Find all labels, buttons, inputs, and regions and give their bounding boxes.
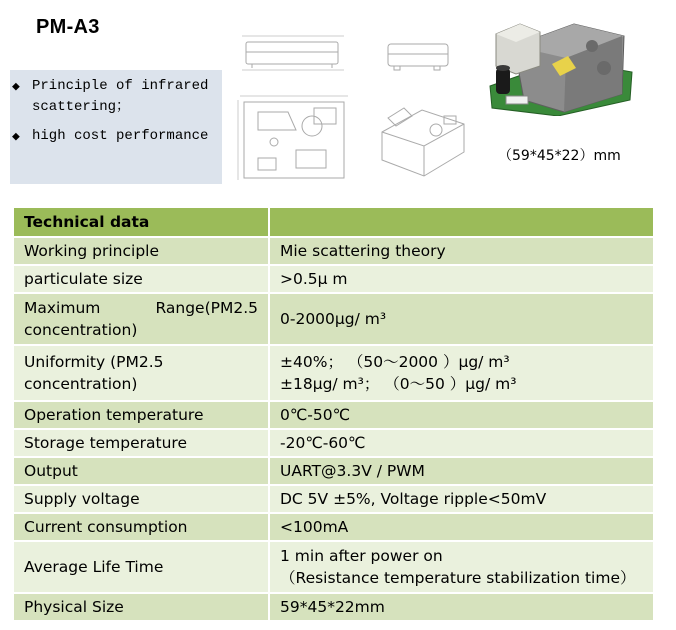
diamond-bullet-icon: ◆ xyxy=(12,129,20,144)
table-header-row xyxy=(13,207,654,237)
spec-key: particulate size xyxy=(13,265,269,293)
table-row xyxy=(13,265,654,293)
table-row xyxy=(13,593,654,621)
photo-size-caption: （59*45*22）mm xyxy=(498,148,621,164)
spec-value-line: （Resistance temperature stabilization time） xyxy=(280,569,636,587)
spec-key: Current consumption xyxy=(13,513,269,541)
product-photo xyxy=(484,16,634,116)
spec-value: 0℃-50℃ xyxy=(269,401,654,429)
spec-key: Average Life Time xyxy=(13,541,269,593)
spec-key: Working principle xyxy=(13,237,269,265)
table-row xyxy=(13,541,654,593)
spec-value xyxy=(269,345,654,401)
side-view-drawing xyxy=(242,36,344,70)
spec-value: <100mA xyxy=(269,513,654,541)
feature-item xyxy=(10,76,222,118)
table-row xyxy=(13,345,654,401)
spec-value: UART@3.3V / PWM xyxy=(269,457,654,485)
spec-value: -20℃-60℃ xyxy=(269,429,654,457)
top-view-drawing xyxy=(238,96,348,180)
spec-key: Operation temperature xyxy=(13,401,269,429)
feature-text: high cost performance xyxy=(32,128,209,144)
table-row xyxy=(13,457,654,485)
spec-key: Output xyxy=(13,457,269,485)
isometric-drawing xyxy=(382,108,464,176)
table-row xyxy=(13,513,654,541)
table-header-cell: Technical data xyxy=(13,207,269,237)
spec-key: Uniformity (PM2.5 concentration) xyxy=(13,345,269,401)
feature-list xyxy=(10,70,222,184)
spec-value: 0-2000μg/ m³ xyxy=(269,293,654,345)
technical-data-table xyxy=(12,206,655,622)
technical-drawings xyxy=(236,30,468,180)
spec-key: Physical Size xyxy=(13,593,269,621)
spec-value xyxy=(269,541,654,593)
table-row xyxy=(13,485,654,513)
spec-key: Supply voltage xyxy=(13,485,269,513)
spec-value: Mie scattering theory xyxy=(269,237,654,265)
spec-value-line: ±18μg/ m³； （0～50 ）μg/ m³ xyxy=(280,375,517,393)
table-row xyxy=(13,293,654,345)
spec-value-line: 1 min after power on xyxy=(280,547,443,565)
product-title: PM-A3 xyxy=(36,16,100,38)
feature-item xyxy=(10,126,222,147)
diamond-bullet-icon: ◆ xyxy=(12,79,20,94)
feature-text: Principle of infrared scattering； xyxy=(32,78,209,115)
spec-value: >0.5μ m xyxy=(269,265,654,293)
table-row xyxy=(13,237,654,265)
spec-key: Maximum Range(PM2.5 concentration) xyxy=(13,293,269,345)
spec-value: DC 5V ±5%, Voltage ripple<50mV xyxy=(269,485,654,513)
spec-value: 59*45*22mm xyxy=(269,593,654,621)
table-row xyxy=(13,401,654,429)
front-view-drawing xyxy=(388,44,448,70)
table-row xyxy=(13,429,654,457)
spec-key: Storage temperature xyxy=(13,429,269,457)
spec-value-line: ±40%； （50～2000 ）μg/ m³ xyxy=(280,353,510,371)
table-header-cell xyxy=(269,207,654,237)
